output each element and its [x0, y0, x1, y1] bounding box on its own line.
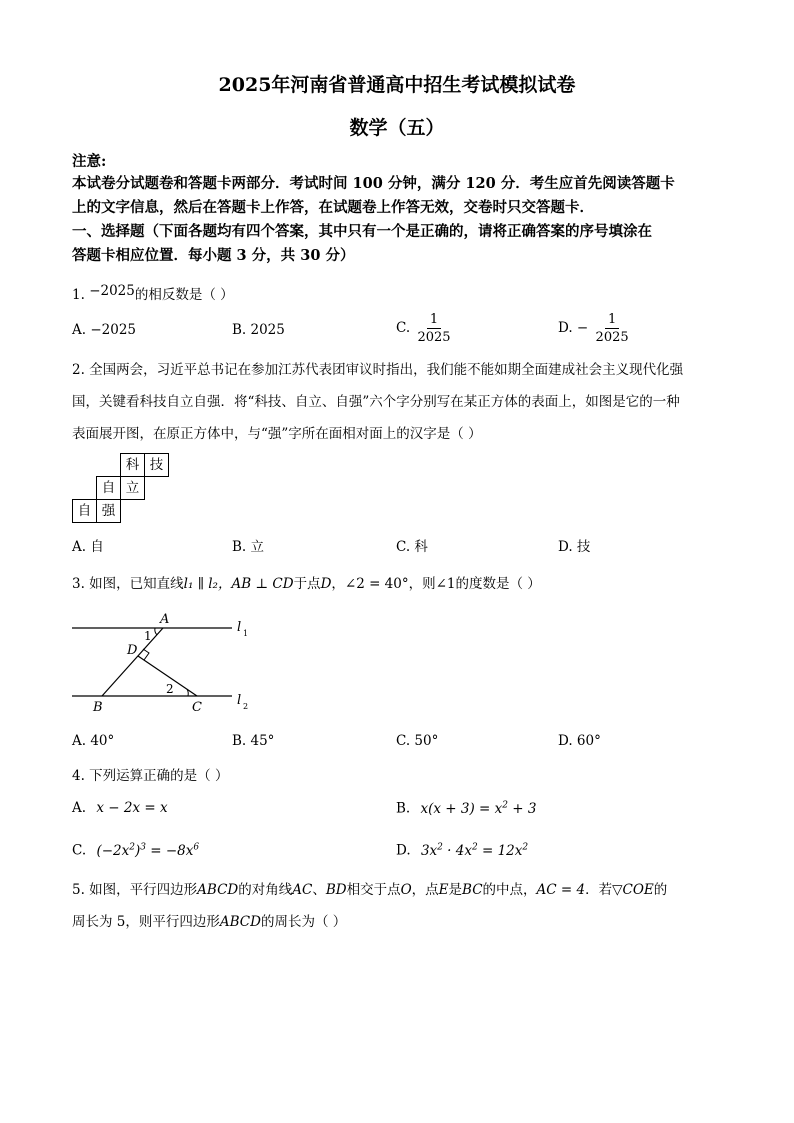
right-angle-mark: [143, 649, 149, 660]
question-2-line-3: 表面展开图，在原正方体中，与“强”字所在面相对面上的汉字是（ ）: [72, 426, 482, 442]
cube-net-figure: [72, 453, 172, 521]
text: 的周长为（ ）: [260, 914, 347, 930]
question-3-figure: [60, 608, 260, 718]
option-label: D.: [396, 842, 411, 859]
option-expression: [421, 843, 528, 859]
exponent: 2: [129, 842, 135, 852]
label-l1: l: [237, 620, 242, 635]
expr-part: = −8x: [145, 842, 194, 859]
question-3-option-d: D. 60°: [558, 733, 601, 749]
question-5-line-2: [72, 910, 346, 930]
label-angle-2: 2: [166, 682, 174, 696]
question-3-option-b: B. 45°: [232, 733, 275, 749]
question-1-option-a: A. −2025: [72, 322, 136, 338]
page-title: 2025年河南省普通高中招生考试模拟试卷: [218, 74, 576, 96]
question-2-line-2: 国，关键看科技自立自强．将“科技、自立、自强”六个字分别写在某正方体的表面上，如图是它的一种: [72, 394, 680, 410]
label-l2-subscript: 2: [243, 702, 249, 711]
label-d: D: [127, 643, 138, 658]
exponent: 3: [140, 842, 146, 852]
angle-1-arc: [155, 628, 157, 635]
expr-part: ): [134, 842, 141, 859]
question-4-option-b: [396, 800, 537, 817]
question-5-line-1: [72, 878, 667, 898]
math-o: O: [400, 882, 412, 898]
label-a: A: [160, 612, 170, 627]
question-4-stem: 4. 下列运算正确的是（ ）: [72, 768, 229, 784]
math-ac-equals-4: AC = 4: [536, 882, 586, 898]
label-b: B: [93, 700, 103, 715]
question-4-option-a: [72, 800, 168, 816]
question-2-option-b: B. 立: [232, 539, 265, 555]
label-angle-1: 1: [144, 629, 152, 643]
notice-line-1: 本试卷分试题卷和答题卡两部分．考试时间 100 分钟，满分 120 分．考生应首先阅读答题卡: [72, 175, 675, 192]
text: 5. 如图，平行四边形: [72, 882, 198, 898]
label-l1-subscript: 1: [243, 629, 249, 638]
text: ．若: [585, 882, 613, 898]
question-3-prefix: 3. 如图，已知直线: [72, 576, 184, 592]
question-1-option-b: B. 2025: [232, 322, 285, 338]
math-bc: BC: [462, 882, 483, 898]
fraction-numerator: 1: [605, 311, 619, 329]
question-3-point-d: D: [320, 576, 332, 592]
page-subtitle: 数学（五）: [349, 117, 445, 139]
net-cell-qiang: 强: [96, 499, 121, 523]
expr-part: · 4x: [442, 842, 472, 859]
text: 相交于点: [346, 882, 401, 898]
question-1-stem: [72, 283, 234, 303]
option-expression: x − 2x = x: [96, 800, 168, 816]
question-3-stem: [72, 572, 541, 592]
notice-label: 注意:: [72, 153, 107, 170]
expr-part: (−2x: [96, 842, 130, 859]
question-1-number: 1.: [72, 287, 85, 303]
net-cell-ji: 技: [144, 453, 169, 477]
option-label: A.: [72, 800, 87, 816]
net-cell-ke: 科: [120, 453, 145, 477]
question-1-text: 的相反数是（ ）: [134, 287, 234, 303]
text: ，点: [411, 882, 439, 898]
question-4-option-c: [72, 842, 199, 859]
fraction-numerator: 1: [427, 311, 441, 329]
expr-part: 3x: [420, 842, 438, 859]
question-1-expression: −2025: [89, 283, 135, 299]
question-1-option-c: [396, 311, 454, 346]
text: 的对角线: [238, 882, 293, 898]
option-expression: [96, 843, 199, 859]
exponent: 2: [522, 842, 529, 852]
fraction-denominator: 2025: [595, 330, 629, 345]
exponent: 2: [502, 800, 509, 810]
question-2-option-d: D. 技: [558, 539, 591, 555]
text: 是: [448, 882, 463, 898]
expr-part: = 12x: [477, 842, 523, 859]
question-2-option-a: A. 自: [72, 539, 104, 555]
segment-ab: [102, 628, 163, 696]
math-triangle-coe: ▽COE: [612, 882, 654, 898]
question-1-option-c-fraction: [414, 311, 453, 346]
section-heading-line-2: 答题卡相应位置．每小题 3 分，共 30 分）: [72, 247, 355, 264]
text: 的中点，: [482, 882, 537, 898]
text: 周长为 5，则平行四边形: [72, 914, 220, 930]
option-expression: [421, 801, 537, 817]
question-1-option-d-fraction: [593, 311, 632, 346]
question-3-option-c: C. 50°: [396, 733, 439, 749]
question-3-condition-1: l₁ ∥ l₂，AB ⊥ CD: [183, 576, 294, 592]
net-cell-li: 立: [120, 476, 145, 500]
net-cell-zi-2: 自: [72, 499, 97, 523]
net-cell-zi-1: 自: [96, 476, 121, 500]
question-1-option-d: [558, 311, 632, 346]
question-1-option-d-label: D. −: [558, 320, 589, 336]
option-label: C.: [72, 842, 87, 859]
question-4-option-d: [396, 842, 528, 859]
expr-part: + 3: [508, 800, 537, 817]
question-2-option-c: C. 科: [396, 539, 428, 555]
fraction-denominator: 2025: [417, 330, 451, 345]
math-abcd: ABCD: [219, 914, 261, 930]
exponent: 2: [437, 842, 443, 852]
text: 、: [312, 882, 326, 898]
notice-line-2: 上的文字信息，然后在答题卡上作答，在试题卷上作答无效，交卷时只交答题卡．: [72, 199, 594, 216]
section-heading-line-1: 一、选择题（下面各题均有四个答案，其中只有一个是正确的，请将正确答案的序号填涂在: [72, 223, 652, 240]
exponent: 6: [193, 842, 200, 852]
option-label: B.: [396, 800, 411, 817]
label-c: C: [192, 700, 202, 715]
math-e: E: [438, 882, 449, 898]
math-bd: BD: [325, 882, 347, 898]
question-3-condition-2: ，∠2 = 40°，则∠1的度数是（ ）: [331, 576, 541, 592]
question-3-mid: 于点: [293, 576, 321, 592]
expr-part: x(x + 3) = x: [420, 800, 503, 817]
math-abcd: ABCD: [197, 882, 239, 898]
text: 的: [653, 882, 668, 898]
question-3-option-a: A. 40°: [72, 733, 115, 749]
label-l2: l: [237, 693, 242, 708]
math-ac: AC: [292, 882, 313, 898]
question-1-option-c-label: C.: [396, 320, 411, 336]
question-2-line-1: 2. 全国两会，习近平总书记在参加江苏代表团审议时指出，我们能不能如期全面建成社会主义现代化强: [72, 362, 684, 378]
exponent: 2: [471, 842, 478, 852]
